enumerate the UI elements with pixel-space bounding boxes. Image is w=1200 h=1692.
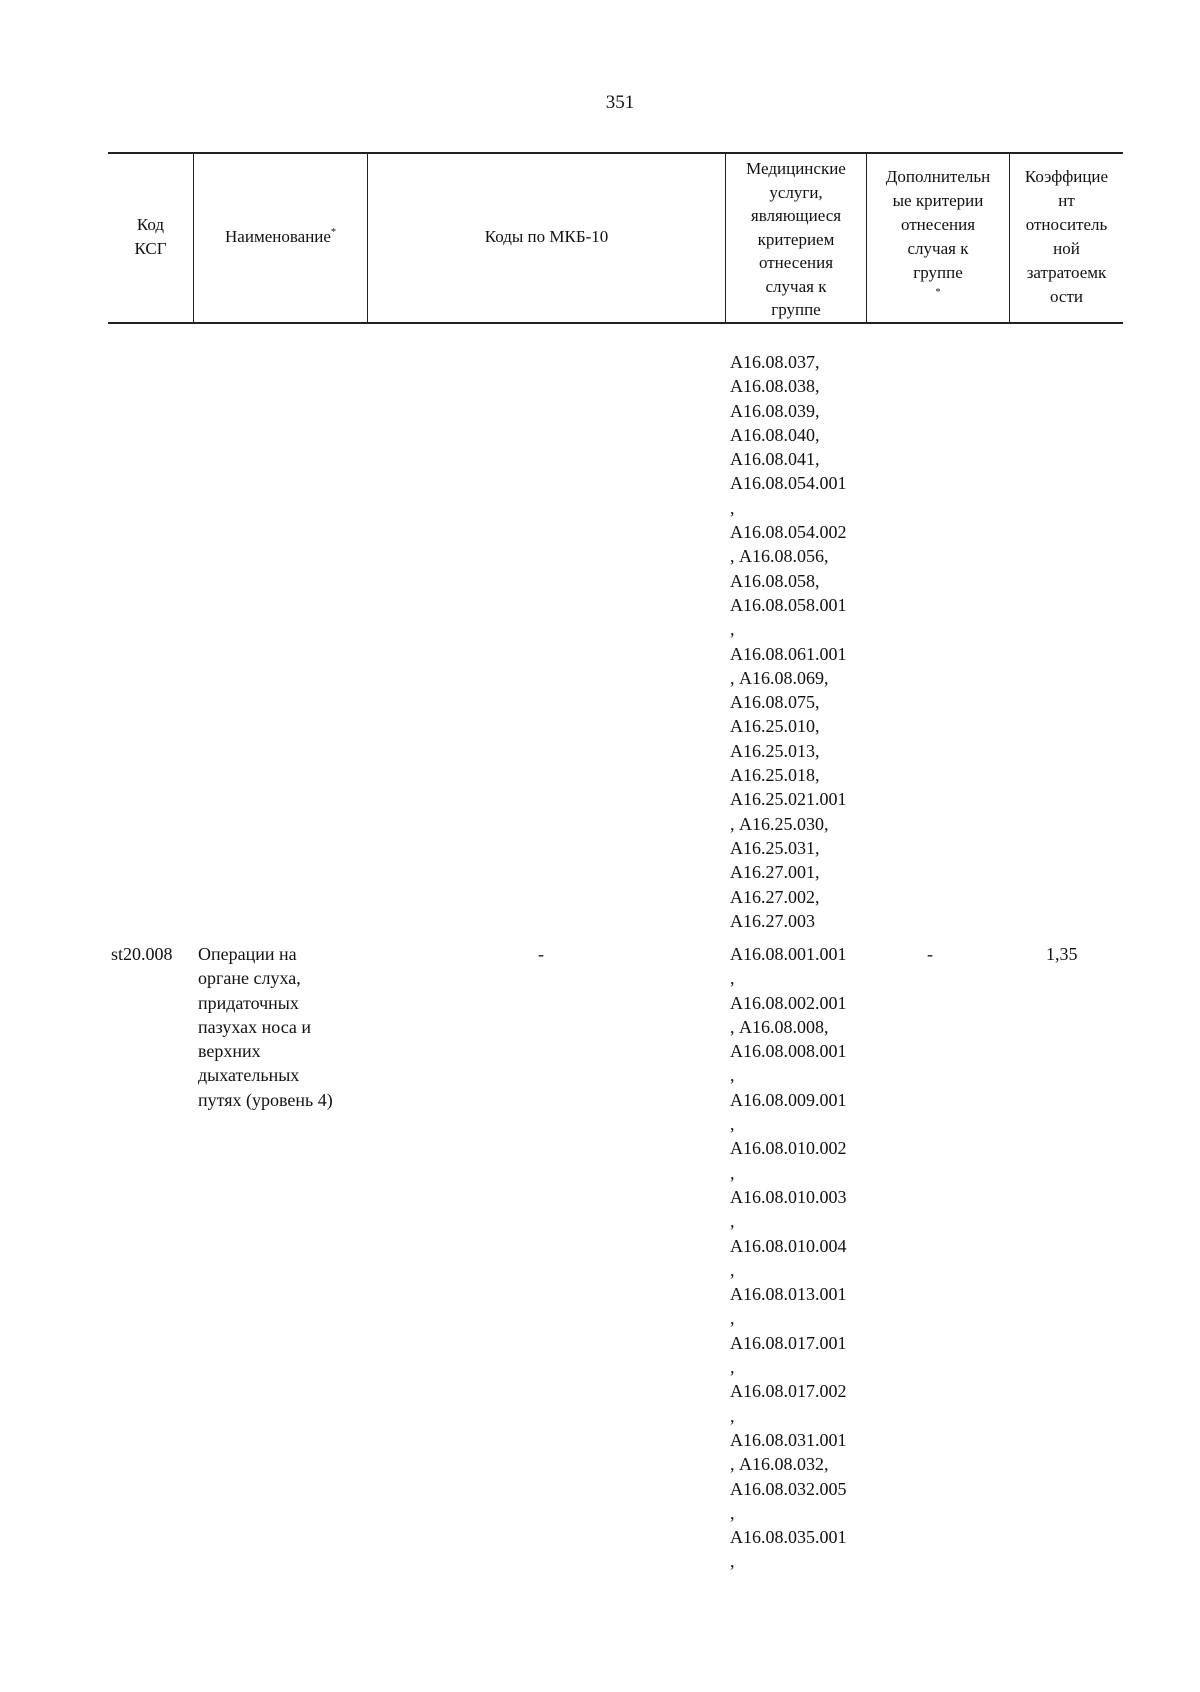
row-name: Операции на органе слуха, придаточных пазухах носа и верхних дыхательных путях (уровень 4) — [198, 944, 333, 1110]
list-item: А16.08.017.002 — [730, 1381, 847, 1402]
row-service-codes — [730, 942, 847, 1574]
list-item: А16.08.054.001 — [730, 473, 847, 494]
list-item: А16.27.001, — [730, 862, 820, 883]
list-item: А16.08.010.004 — [730, 1235, 847, 1256]
list-item: , А16.08.069, — [730, 667, 829, 688]
row-coef: 1,35 — [1046, 944, 1078, 964]
list-item: , — [730, 1065, 735, 1086]
list-item: , А16.08.056, — [730, 546, 829, 567]
list-item: , — [730, 1502, 735, 1523]
list-item: А16.08.002.001 — [730, 992, 847, 1013]
header-name: Наименование* — [225, 227, 336, 246]
list-item: , — [730, 1211, 735, 1232]
list-item: А16.08.032.005 — [730, 1478, 847, 1499]
list-item: , — [730, 497, 735, 518]
list-item: , А16.25.030, — [730, 813, 829, 834]
list-item: , — [730, 1551, 735, 1572]
header-extra: Дополнительн ые критерии отнесения случая к группе * — [885, 167, 991, 298]
list-item: , — [730, 1162, 735, 1183]
row-extra: - — [927, 944, 933, 964]
footnote-mark: * — [330, 227, 336, 238]
header-icd: Коды по МКБ-10 — [484, 227, 609, 246]
footnote-mark: * — [935, 287, 941, 298]
list-item: А16.08.040, — [730, 424, 820, 445]
list-item: , — [730, 1308, 735, 1329]
list-item: А16.25.031, — [730, 837, 820, 858]
list-item: А16.08.038, — [730, 376, 820, 397]
list-item: , — [730, 1114, 735, 1135]
table-header-bottom-rule — [108, 322, 1123, 324]
header-coef: Коэффицие нт относитель ной затратоемк ости — [1024, 167, 1109, 306]
list-item: А16.08.001.001 — [730, 944, 847, 964]
list-item: А16.08.054.002 — [730, 522, 847, 543]
row-icd: - — [538, 944, 544, 964]
list-item: , — [730, 1405, 735, 1426]
list-item: , А16.08.032, — [730, 1454, 829, 1475]
list-item: , — [730, 619, 735, 640]
list-item: А16.08.041, — [730, 449, 820, 470]
list-item: А16.08.061.001 — [730, 643, 847, 664]
header-code: Код КСГ — [134, 215, 167, 258]
list-item: А16.08.010.003 — [730, 1186, 847, 1207]
list-item: А16.08.058.001 — [730, 594, 847, 615]
list-item: А16.25.013, — [730, 740, 820, 761]
list-item: А16.08.017.001 — [730, 1332, 847, 1353]
list-item: А16.08.075, — [730, 692, 820, 713]
list-item: А16.08.010.002 — [730, 1138, 847, 1159]
list-item: А16.25.021.001 — [730, 789, 847, 810]
list-item: А16.08.031.001 — [730, 1429, 847, 1450]
continued-service-codes — [730, 350, 847, 933]
page-number: 351 — [605, 92, 635, 113]
list-item: , — [730, 1357, 735, 1378]
list-item: , — [730, 968, 735, 989]
list-item: А16.27.002, — [730, 886, 820, 907]
list-item: А16.08.039, — [730, 400, 820, 421]
row-code: st20.008 — [111, 944, 173, 964]
header-services: Медицинские услуги, являющиеся критерием отнесения случая к группе — [746, 159, 846, 319]
list-item: А16.08.037, — [730, 352, 820, 372]
list-item: А16.08.058, — [730, 570, 820, 591]
list-item: А16.08.009.001 — [730, 1089, 847, 1110]
list-item: А16.25.018, — [730, 765, 820, 786]
list-item: А16.08.008.001 — [730, 1041, 847, 1062]
list-item: А16.08.013.001 — [730, 1284, 847, 1305]
list-item: А16.27.003 — [730, 910, 815, 931]
list-item: , А16.08.008, — [730, 1016, 829, 1037]
list-item: , — [730, 1259, 735, 1280]
list-item: А16.25.010, — [730, 716, 820, 737]
list-item: А16.08.035.001 — [730, 1527, 847, 1548]
